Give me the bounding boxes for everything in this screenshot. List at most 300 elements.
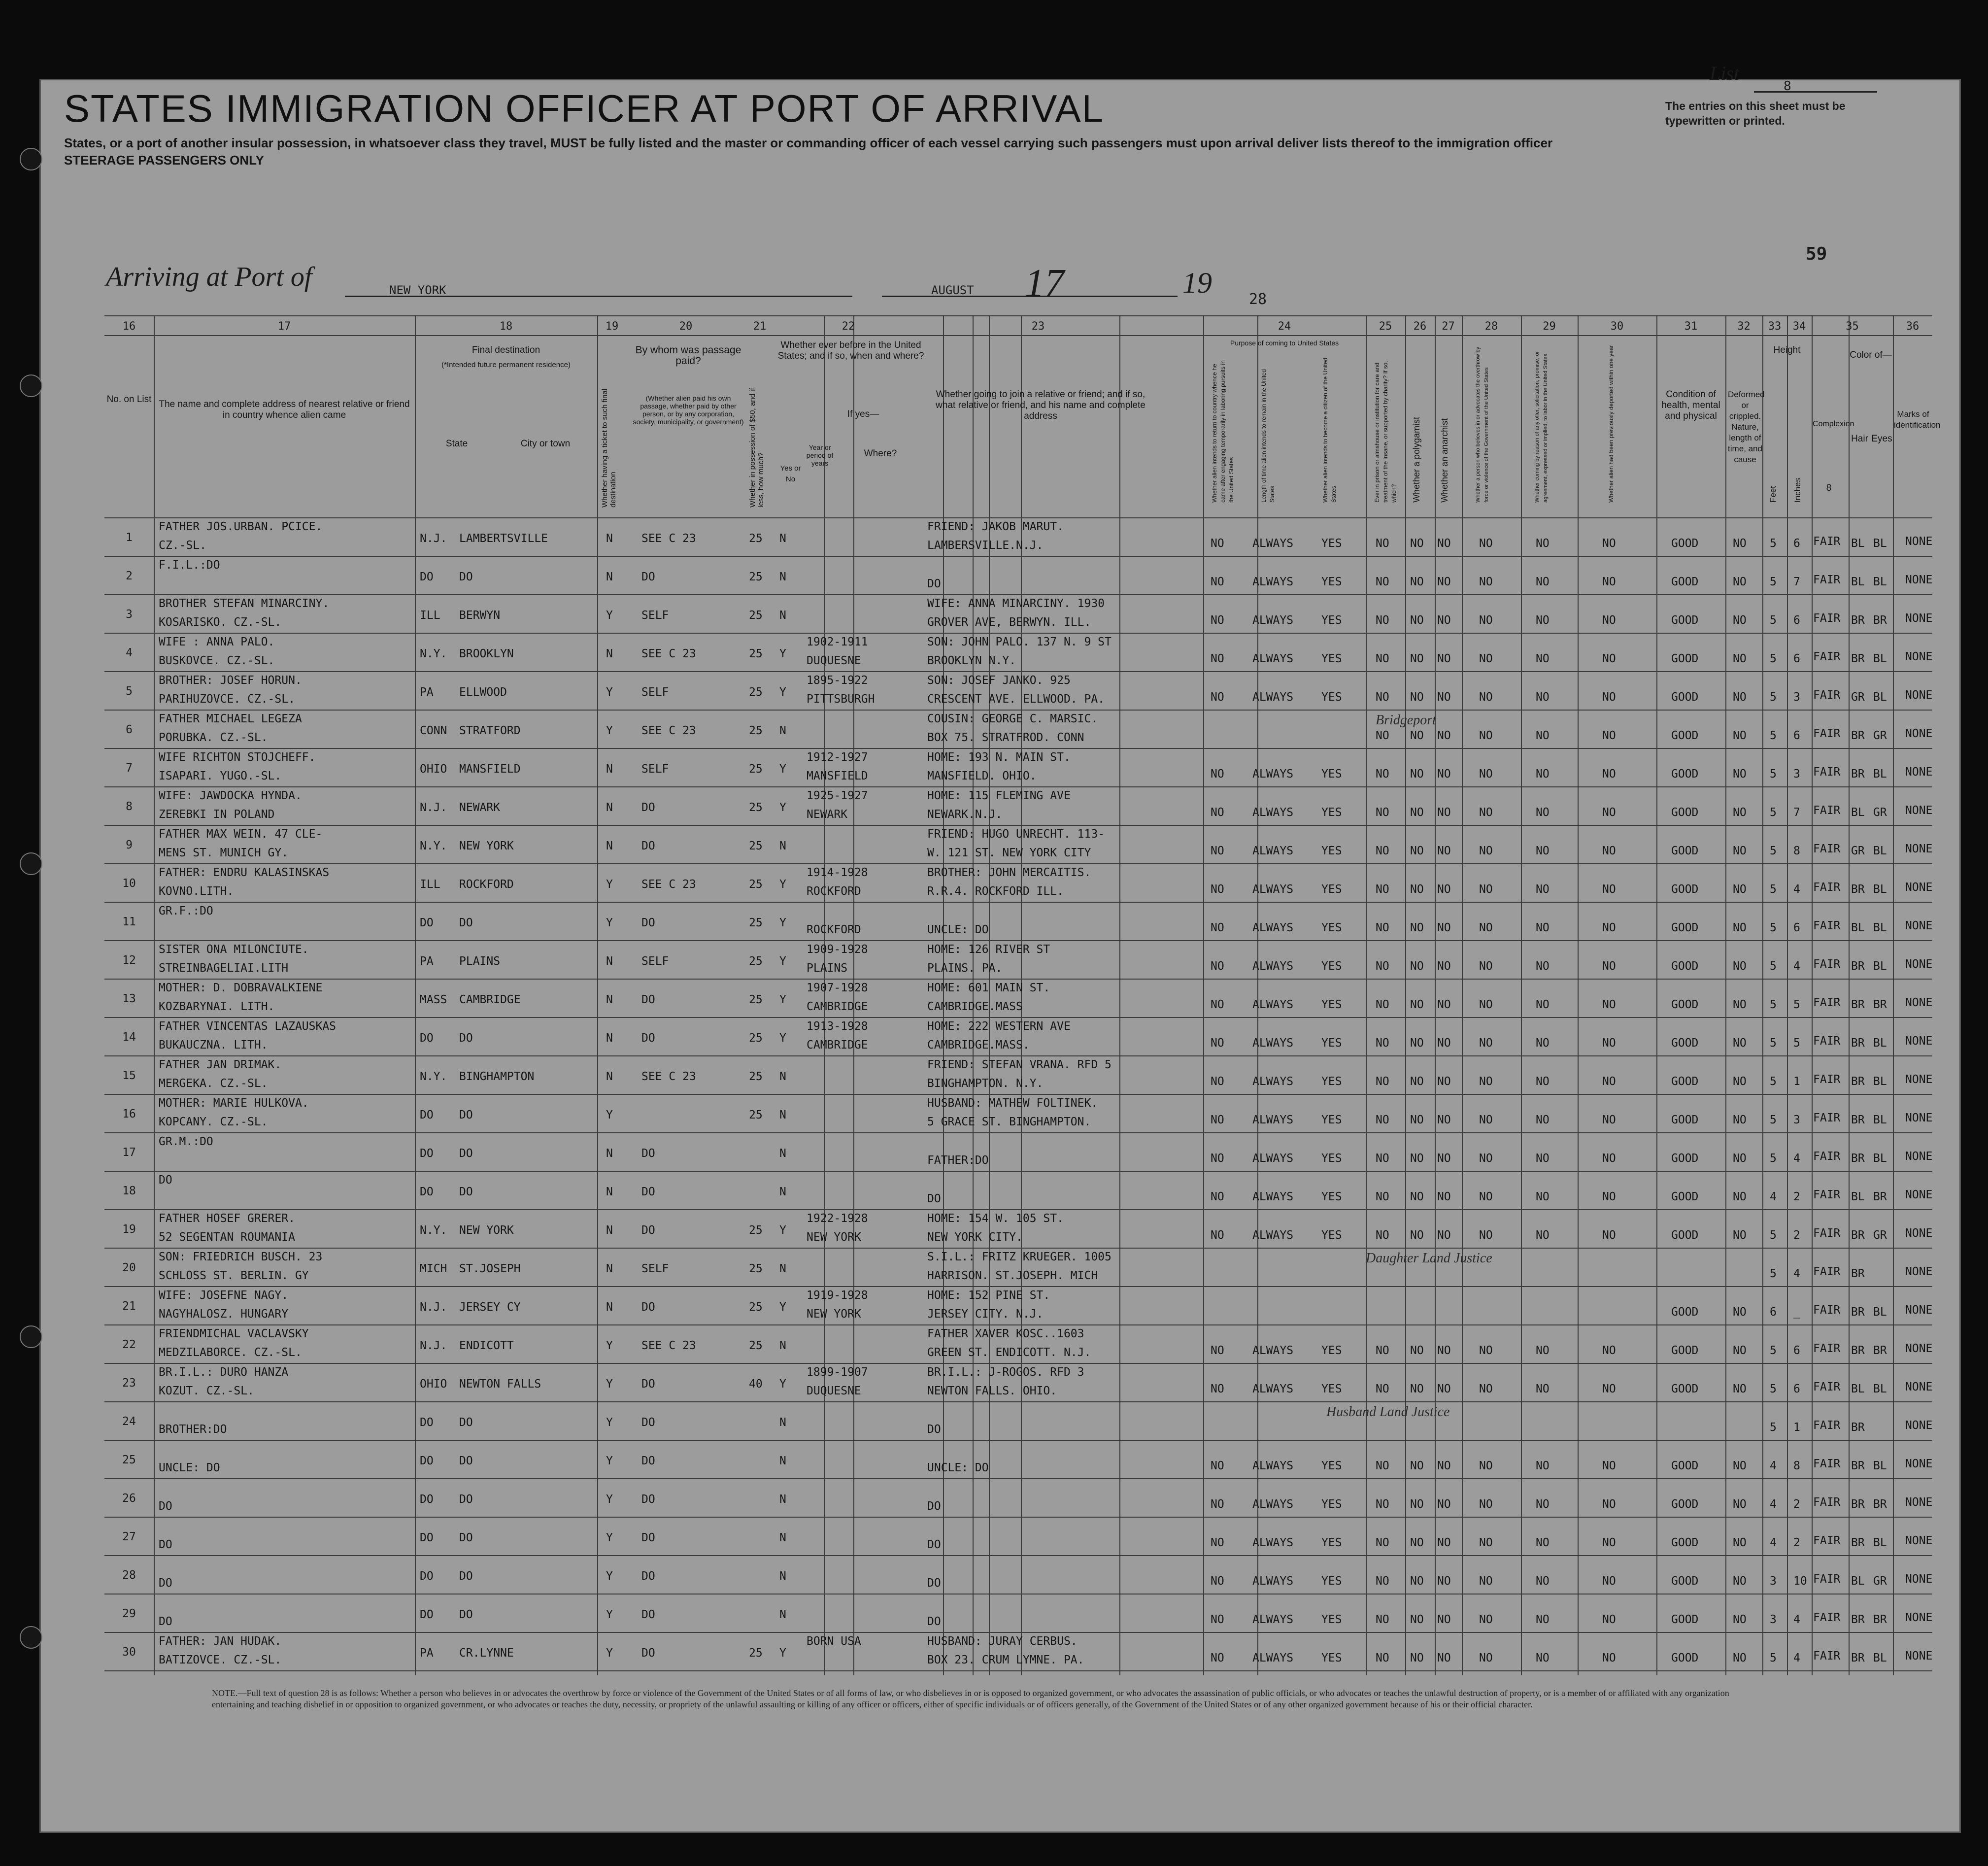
hair-color-value: BR <box>1851 883 1865 896</box>
relative-address: KOPCANY. CZ.-SL. <box>159 1116 268 1128</box>
identification-marks-value: NONE <box>1905 1035 1933 1048</box>
destination-state: N.J. <box>420 801 447 814</box>
passage-paid-value: DO <box>641 1186 655 1198</box>
citizen-value: YES <box>1321 883 1342 896</box>
citizen-value: YES <box>1321 1652 1342 1664</box>
row-rule <box>104 1363 1932 1364</box>
deformed-value: NO <box>1733 1075 1747 1088</box>
condition-value: GOOD <box>1671 691 1699 704</box>
destination-city: JERSEY CY <box>459 1301 521 1314</box>
footnote: NOTE.—Full text of question 28 is as follows: Whether a person who believes in or advocates the overthrow by force or violence of the Government of the United States or of all forms of law, or who disbelieves in or is opposed to organized government, or who advocates the assassination of public officials, or who advocates or teaches the unlawful destruction of property, or is a member of or affiliated with any organization entertaining and teaching disbelief in or opposition to organized government, or who advocates or teaches the duty, necessity, or propriety of the unlawful assaulting or killing of any officer or officers, either of specific individuals or of officers generally, of the Government of the United States or of any other organized government because of his or their official character. <box>212 1688 1729 1709</box>
ticket-value: Y <box>606 1647 613 1660</box>
height-inches-value: 3 <box>1793 691 1800 704</box>
advocates-value: NO <box>1479 1536 1493 1549</box>
return-value: NO <box>1211 806 1224 819</box>
height-inches-value: 4 <box>1793 960 1800 973</box>
anarchist-value: NO <box>1437 1152 1451 1165</box>
anarchist-value: NO <box>1437 806 1451 819</box>
years-value: 1909-1928 <box>807 943 868 956</box>
ever-before-value: Y <box>779 878 786 891</box>
deported-value: NO <box>1602 960 1616 973</box>
condition-value: GOOD <box>1671 1459 1699 1472</box>
yes-no-header: Yes or No <box>780 464 801 483</box>
citizen-value: YES <box>1321 1229 1342 1242</box>
city-header: City or town <box>520 439 571 449</box>
destination-state: DO <box>420 1570 434 1583</box>
condition-value: GOOD <box>1671 998 1699 1011</box>
height-feet-value: 5 <box>1770 1383 1777 1395</box>
complexion-value: FAIR <box>1813 804 1841 817</box>
anarchist-value: NO <box>1437 883 1451 896</box>
years-value: 1912-1927 <box>807 751 868 764</box>
condition-value: GOOD <box>1671 1229 1699 1242</box>
height-inches-value: 2 <box>1793 1229 1800 1242</box>
ever-before-value: Y <box>779 1301 786 1314</box>
deported-value: NO <box>1602 883 1616 896</box>
relative-name: FATHER: JAN HUDAK. <box>159 1635 282 1648</box>
deported-value: NO <box>1602 1229 1616 1242</box>
height-feet-value: 3 <box>1770 1575 1777 1588</box>
handwritten-annotation: Husband Land Justice <box>1326 1404 1450 1420</box>
eye-color-value: BL <box>1873 845 1887 857</box>
inches-header: Inches <box>1793 477 1802 503</box>
identification-marks-value: NONE <box>1905 1458 1933 1470</box>
height-inches-value: 6 <box>1793 537 1800 550</box>
purpose-header: Purpose of coming to United States <box>1230 339 1339 347</box>
relative-address: SCHLOSS ST. BERLIN. GY <box>159 1269 309 1282</box>
joining-name: HOME: 222 WESTERN AVE <box>927 1020 1071 1033</box>
destination-city: DO <box>459 1493 473 1506</box>
joining-address: BOX 23. CRUM LYMNE. PA. <box>927 1654 1084 1666</box>
money-value: 25 <box>749 571 763 583</box>
money-value: 25 <box>749 916 763 929</box>
return-value: NO <box>1211 845 1224 857</box>
passage-paid-value: SELF <box>641 1262 669 1275</box>
height-feet-value: 5 <box>1770 998 1777 1011</box>
advocates-value: NO <box>1479 729 1493 742</box>
deformed-value: NO <box>1733 921 1747 934</box>
deported-value: NO <box>1602 1652 1616 1664</box>
row-number: 11 <box>122 916 136 928</box>
destination-city: NEW YORK <box>459 840 514 852</box>
passage-paid-value: SELF <box>641 763 669 776</box>
labor-offer-value: NO <box>1536 1190 1550 1203</box>
height-feet-value: 5 <box>1770 1075 1777 1088</box>
relative-address: BUSKOVCE. CZ.-SL. <box>159 654 275 667</box>
manifest-table <box>104 315 1941 1675</box>
ticket-value: Y <box>606 724 613 737</box>
joining-address: MANSFIELD. OHIO. <box>927 770 1037 782</box>
prison-value: NO <box>1376 1344 1389 1357</box>
destination-state: ILL <box>420 609 440 622</box>
polygamist-value: NO <box>1410 1344 1424 1357</box>
row-rule <box>104 1555 1932 1556</box>
citizen-value: YES <box>1321 921 1342 934</box>
column-rule <box>1812 315 1813 1675</box>
complexion-value: FAIR <box>1813 1035 1841 1048</box>
joining-name: HOME: 193 N. MAIN ST. <box>927 751 1071 764</box>
complexion-value: FAIR <box>1813 1112 1841 1124</box>
row-number: 4 <box>126 646 133 659</box>
advocates-value: NO <box>1479 537 1493 550</box>
destination-city: CR.LYNNE <box>459 1647 514 1660</box>
labor-offer-value: NO <box>1536 806 1550 819</box>
passage-paid-value: SELF <box>641 955 669 968</box>
citizen-value: YES <box>1321 652 1342 665</box>
row-number: 1 <box>126 531 133 544</box>
joining-name: SON: JOHN PALO. 137 N. 9 ST <box>927 636 1112 648</box>
length-value: ALWAYS <box>1252 806 1294 819</box>
height-feet-value: 5 <box>1770 768 1777 780</box>
passage-paid-value: DO <box>641 916 655 929</box>
ever-before-value: Y <box>779 801 786 814</box>
deformed-value: NO <box>1733 806 1747 819</box>
deported-value: NO <box>1602 691 1616 704</box>
years-value: 1895-1922 <box>807 674 868 687</box>
ticket-value: Y <box>606 1416 613 1429</box>
eye-color-value: BL <box>1873 1383 1887 1395</box>
ticket-value: Y <box>606 1493 613 1506</box>
anarchist-value: NO <box>1437 1344 1451 1357</box>
height-feet-value: 5 <box>1770 806 1777 819</box>
ever-before-value: Y <box>779 1647 786 1660</box>
punch-hole <box>20 374 42 397</box>
row-number: 21 <box>122 1300 136 1313</box>
money-value: 25 <box>749 763 763 776</box>
polygamist-value: NO <box>1410 921 1424 934</box>
destination-state: MICH <box>420 1262 447 1275</box>
height-feet-value: 5 <box>1770 1344 1777 1357</box>
row-rule <box>104 556 1932 557</box>
deported-header: Whether alien had been previously deported within one year <box>1608 345 1615 503</box>
height-feet-value: 6 <box>1770 1306 1777 1319</box>
condition-value: GOOD <box>1671 1613 1699 1626</box>
labor-offer-value: NO <box>1536 1344 1550 1357</box>
condition-value: GOOD <box>1671 960 1699 973</box>
destination-city: DO <box>459 1147 473 1160</box>
identification-marks-value: NONE <box>1905 804 1933 817</box>
relative-name: WIFE: JAWDOCKA HYNDA. <box>159 789 302 802</box>
ticket-value: N <box>606 1262 613 1275</box>
row-rule <box>104 1632 1932 1633</box>
passage-paid-value: DO <box>641 1608 655 1621</box>
ever-before-value: N <box>779 1339 786 1352</box>
joining-name: COUSIN: GEORGE C. MARSIC. <box>927 712 1098 725</box>
ticket-value: Y <box>606 1378 613 1391</box>
money-value: 25 <box>749 878 763 891</box>
length-value: ALWAYS <box>1252 537 1294 550</box>
advocates-value: NO <box>1479 691 1493 704</box>
height-feet-value: 5 <box>1770 960 1777 973</box>
row-number: 3 <box>126 608 133 621</box>
joining-address: DO <box>927 1538 941 1551</box>
row-rule <box>104 1055 1932 1056</box>
row-number: 23 <box>122 1377 136 1390</box>
destination-city: DO <box>459 1570 473 1583</box>
passage-paid-value: DO <box>641 1647 655 1660</box>
column-rule <box>853 315 854 1675</box>
relative-name: FATHER HOSEF GRERER. <box>159 1212 295 1225</box>
ever-before-value: N <box>779 724 786 737</box>
row-rule <box>104 517 1932 518</box>
advocates-value: NO <box>1479 921 1493 934</box>
complexion-value: FAIR <box>1813 1304 1841 1317</box>
relative-name: FATHER MAX WEIN. 47 CLE- <box>159 828 323 841</box>
destination-state: DO <box>420 1147 434 1160</box>
joining-address: CAMBRIDGE.MASS. <box>927 1039 1030 1052</box>
height-feet-value: 5 <box>1770 652 1777 665</box>
height-inches-value: 2 <box>1793 1190 1800 1203</box>
complexion-value: FAIR <box>1813 1265 1841 1278</box>
purpose-length-header: Length of time alien intends to remain in the United States <box>1260 369 1276 503</box>
labor-offer-value: NO <box>1536 1613 1550 1626</box>
deformed-value: NO <box>1733 729 1747 742</box>
complexion-value: FAIR <box>1813 1188 1841 1201</box>
joining-name: S.I.L.: FRITZ KRUEGER. 1005 <box>927 1251 1112 1263</box>
ticket-value: N <box>606 993 613 1006</box>
ever-before-value: N <box>779 532 786 545</box>
return-value: NO <box>1211 1190 1224 1203</box>
destination-state: DO <box>420 1455 434 1467</box>
row-rule <box>104 1517 1932 1518</box>
eye-color-value: BL <box>1873 960 1887 973</box>
polygamist-value: NO <box>1410 1575 1424 1588</box>
ticket-value: N <box>606 1301 613 1314</box>
destination-city: NEWTON FALLS <box>459 1378 541 1391</box>
prison-value: NO <box>1376 1383 1389 1395</box>
deported-value: NO <box>1602 1152 1616 1165</box>
destination-city: DO <box>459 1109 473 1121</box>
column-rule <box>1725 315 1726 1675</box>
hair-color-value: BR <box>1851 960 1865 973</box>
prison-value: NO <box>1376 1652 1389 1664</box>
ticket-value: N <box>606 647 613 660</box>
identification-marks-value: NONE <box>1905 1573 1933 1586</box>
ticket-header: Whether having a ticket to such final destination <box>601 389 617 508</box>
hair-color-value: BR <box>1851 1536 1865 1549</box>
passage-paid-value: DO <box>641 801 655 814</box>
column-number: 22 <box>842 320 855 333</box>
relative-address: MENS ST. MUNICH GY. <box>159 847 289 859</box>
row-rule <box>104 633 1932 634</box>
deformed-value: NO <box>1733 1114 1747 1126</box>
condition-value: GOOD <box>1671 1344 1699 1357</box>
length-value: ALWAYS <box>1252 845 1294 857</box>
joining-address: LAMBERSVILLE.N.J. <box>927 539 1044 552</box>
deported-value: NO <box>1602 1075 1616 1088</box>
polygamist-value: NO <box>1410 691 1424 704</box>
arrival-year-prefix: 19 <box>1182 267 1212 299</box>
purpose-return-header: Whether alien intends to return to country whence he came after engaging temporarily in laboring pursuits in the United States <box>1211 360 1235 503</box>
eye-color-value: BL <box>1873 1075 1887 1088</box>
passage-paid-value: SEE C 23 <box>641 724 696 737</box>
labor-offer-value: NO <box>1536 960 1550 973</box>
identification-marks-value: NONE <box>1905 574 1933 586</box>
joining-address: PLAINS. PA. <box>927 962 1003 975</box>
height-feet-value: 5 <box>1770 883 1777 896</box>
ticket-value: Y <box>606 1608 613 1621</box>
condition-value: GOOD <box>1671 537 1699 550</box>
anarchist-value: NO <box>1437 1383 1451 1395</box>
labor-offer-value: NO <box>1536 1075 1550 1088</box>
arrival-month: AUGUST <box>931 283 974 297</box>
where-value: MANSFIELD <box>807 770 868 782</box>
polygamist-value: NO <box>1410 729 1424 742</box>
money-value: 25 <box>749 1339 763 1352</box>
deformed-value: NO <box>1733 998 1747 1011</box>
joining-address: BROOKLYN N.Y. <box>927 654 1016 667</box>
anarchist-value: NO <box>1437 1114 1451 1126</box>
joining-address: BOX 75. STRATFROD. CONN <box>927 731 1084 744</box>
money-value: 25 <box>749 647 763 660</box>
height-feet-value: 5 <box>1770 1229 1777 1242</box>
complexion-value: FAIR <box>1813 958 1841 971</box>
hair-color-value: BR <box>1851 1421 1865 1434</box>
condition-value: GOOD <box>1671 1190 1699 1203</box>
destination-state: N.Y. <box>420 1070 447 1083</box>
deported-value: NO <box>1602 1383 1616 1395</box>
destination-city: ELLWOOD <box>459 686 507 699</box>
labor-offer-value: NO <box>1536 1152 1550 1165</box>
deported-value: NO <box>1602 652 1616 665</box>
eye-color-value: BL <box>1873 1536 1887 1549</box>
joining-address: R.R.4. ROCKFORD ILL. <box>927 885 1064 898</box>
height-feet-value: 5 <box>1770 921 1777 934</box>
deformed-value: NO <box>1733 1498 1747 1511</box>
hair-color-value: BR <box>1851 614 1865 627</box>
return-value: NO <box>1211 1459 1224 1472</box>
row-number: 5 <box>126 685 133 698</box>
destination-state: N.J. <box>420 1339 447 1352</box>
column-rule <box>1787 315 1788 1675</box>
deported-value: NO <box>1602 845 1616 857</box>
advocates-value: NO <box>1479 806 1493 819</box>
relative-name: GR.M.:DO <box>159 1135 213 1148</box>
eye-color-value: BL <box>1873 1114 1887 1126</box>
hair-color-value: BR <box>1851 1306 1865 1319</box>
anarchist-value: NO <box>1437 1190 1451 1203</box>
row-number: 10 <box>122 877 136 890</box>
joining-address: W. 121 ST. NEW YORK CITY <box>927 847 1091 859</box>
height-inches-value: 3 <box>1793 1114 1800 1126</box>
length-value: ALWAYS <box>1252 1344 1294 1357</box>
column-number: 17 <box>277 320 291 333</box>
joining-name: FATHER XAVER KOSC..1603 <box>927 1327 1084 1340</box>
where-value: CAMBRIDGE <box>807 1000 868 1013</box>
destination-state: N.J. <box>420 1301 447 1314</box>
hair-color-value: BR <box>1851 1152 1865 1165</box>
column-number: 29 <box>1543 320 1556 333</box>
anarchist-value: NO <box>1437 614 1451 627</box>
row-rule <box>104 825 1932 826</box>
ever-before-value: N <box>779 1070 786 1083</box>
row-rule <box>104 1017 1932 1018</box>
return-value: NO <box>1211 1152 1224 1165</box>
where-value: PLAINS <box>807 962 848 975</box>
destination-state: N.J. <box>420 532 447 545</box>
ticket-value: N <box>606 801 613 814</box>
deformed-value: NO <box>1733 1037 1747 1050</box>
deformed-value: NO <box>1733 691 1747 704</box>
height-inches-value: 6 <box>1793 729 1800 742</box>
hair-color-value: BR <box>1851 1459 1865 1472</box>
ticket-value: Y <box>606 609 613 622</box>
labor-offer-value: NO <box>1536 845 1550 857</box>
labor-offer-value: NO <box>1536 1459 1550 1472</box>
hair-color-value: BL <box>1851 576 1865 588</box>
joining-address: NEWTON FALLS. OHIO. <box>927 1385 1057 1397</box>
height-inches-value: _ <box>1793 1306 1800 1319</box>
polygamist-value: NO <box>1410 845 1424 857</box>
deformed-header: Deformed or crippled. Nature, length of time, and cause <box>1728 390 1765 464</box>
height-feet-value: 4 <box>1770 1459 1777 1472</box>
row-rule <box>104 1248 1932 1249</box>
row-number: 22 <box>122 1338 136 1351</box>
prison-value: NO <box>1376 1075 1389 1088</box>
passage-paid-value: DO <box>641 1416 655 1429</box>
ever-before-value: Y <box>779 993 786 1006</box>
relative-address: ZEREBKI IN POLAND <box>159 808 275 821</box>
height-feet-value: 4 <box>1770 1190 1777 1203</box>
column-rule <box>1762 315 1763 1675</box>
row-number: 19 <box>122 1223 136 1236</box>
arrival-year-suffix: 28 <box>1249 291 1267 308</box>
ever-before-value: Y <box>779 1032 786 1045</box>
column-number: 21 <box>753 320 767 333</box>
destination-state: ILL <box>420 878 440 891</box>
page-number: 59 <box>1806 244 1827 264</box>
joining-address: GREEN ST. ENDICOTT. N.J. <box>927 1346 1091 1359</box>
height-feet-value: 5 <box>1770 1267 1777 1280</box>
condition-value: GOOD <box>1671 1575 1699 1588</box>
advocates-header: Whether a person who believes in or advocates the overthrow by force or violence of the Government of the United States <box>1475 346 1489 503</box>
relative-name: FRIENDMICHAL VACLAVSKY <box>159 1327 309 1340</box>
relative-name: BR.I.L.: DURO HANZA <box>159 1366 289 1379</box>
row-number: 13 <box>122 992 136 1005</box>
return-value: NO <box>1211 576 1224 588</box>
deported-value: NO <box>1602 921 1616 934</box>
relative-address: DO <box>159 1500 172 1513</box>
row-rule <box>104 902 1932 903</box>
deformed-value: NO <box>1733 1344 1747 1357</box>
joining-address: NEWARK.N.J. <box>927 808 1003 821</box>
identification-marks-value: NONE <box>1905 1534 1933 1547</box>
ticket-value: N <box>606 1186 613 1198</box>
destination-state: DO <box>420 916 434 929</box>
anarchist-value: NO <box>1437 1613 1451 1626</box>
row-number: 18 <box>122 1185 136 1197</box>
column-number: 24 <box>1278 320 1291 333</box>
passage-paid-value: SEE C 23 <box>641 878 696 891</box>
passage-paid-value: SEE C 23 <box>641 1070 696 1083</box>
eye-color-value: BL <box>1873 1152 1887 1165</box>
destination-city: PLAINS <box>459 955 501 968</box>
column-number: 23 <box>1031 320 1045 333</box>
labor-offer-value: NO <box>1536 883 1550 896</box>
relative-name: DO <box>159 1174 172 1187</box>
return-value: NO <box>1211 1652 1224 1664</box>
eye-color-value: BR <box>1873 1613 1887 1626</box>
advocates-value: NO <box>1479 1229 1493 1242</box>
destination-city: STRATFORD <box>459 724 521 737</box>
column-rule <box>1366 315 1367 1675</box>
height-inches-value: 5 <box>1793 1037 1800 1050</box>
complexion-header: Complexion <box>1813 420 1854 428</box>
relative-address: PARIHUZOVCE. CZ.-SL. <box>159 693 295 706</box>
destination-state: DO <box>420 1416 434 1429</box>
height-inches-value: 7 <box>1793 576 1800 588</box>
passage-paid-value: DO <box>641 1493 655 1506</box>
